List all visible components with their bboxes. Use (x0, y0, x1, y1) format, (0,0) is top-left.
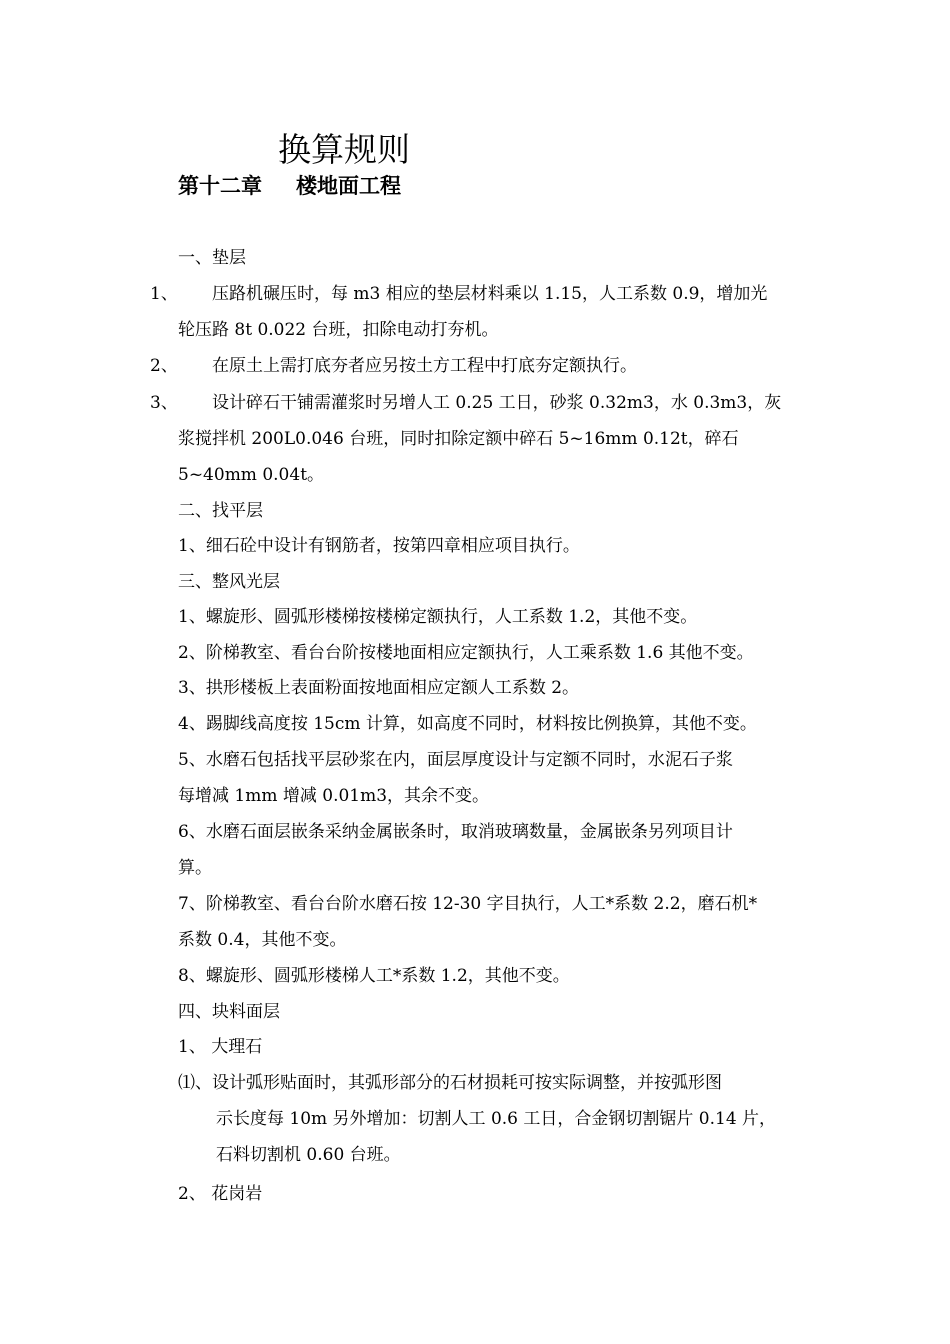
chapter-number: 第十二章 (178, 174, 262, 198)
list-item-text: 算。 (178, 858, 212, 878)
section-heading-leveling: 二、找平层 (178, 501, 263, 521)
subsection-heading-granite: 2、 花岗岩 (178, 1184, 263, 1204)
list-number: 1、 (150, 284, 178, 304)
chapter-name: 楼地面工程 (296, 174, 401, 198)
list-item-text: 每增减 1mm 增减 0.01m3，其余不变。 (178, 786, 490, 806)
section-heading-finish: 三、整风光层 (178, 572, 280, 592)
document-title: 换算规则 (278, 130, 410, 169)
list-item-text: 1、螺旋形、圆弧形楼梯按楼梯定额执行，人工系数 1.2，其他不变。 (178, 607, 698, 627)
list-item-text: 5、水磨石包括找平层砂浆在内，面层厚度设计与定额不同时，水泥石子浆 (178, 750, 733, 770)
list-item-text: 7、阶梯教室、看台台阶水磨石按 12-30 字目执行，人工*系数 2.2，磨石机* (178, 894, 758, 914)
subsection-heading-marble: 1、 大理石 (178, 1037, 263, 1057)
chapter-heading (178, 170, 401, 202)
list-item-text: 6、水磨石面层嵌条采纳金属嵌条时，取消玻璃数量，金属嵌条另列项目计 (178, 822, 733, 842)
list-item-text: ⑴、设计弧形贴面时，其弧形部分的石材损耗可按实际调整，并按弧形图 (178, 1073, 722, 1093)
list-item-text: 石料切割机 0.60 台班。 (216, 1145, 401, 1165)
list-item-text: 系数 0.4，其他不变。 (178, 930, 347, 950)
list-item-text: 浆搅拌机 200L0.046 台班，同时扣除定额中碎石 5~16mm 0.12t，碎石 (178, 429, 739, 449)
list-item-text: 5~40mm 0.04t。 (178, 465, 325, 485)
list-item-text: 示长度每 10m 另外增加：切割人工 0.6 工日，合金钢切割锯片 0.14 片， (216, 1109, 777, 1129)
list-item-text: 轮压路 8t 0.022 台班，扣除电动打夯机。 (178, 320, 499, 340)
list-item-text: 4、踢脚线高度按 15cm 计算，如高度不同时，材料按比例换算，其他不变。 (178, 714, 757, 734)
list-item-text: 3、拱形楼板上表面粉面按地面相应定额人工系数 2。 (178, 678, 580, 698)
list-item-text: 2、阶梯教室、看台台阶按楼地面相应定额执行，人工乘系数 1.6 其他不变。 (178, 643, 754, 663)
list-number: 2、 (150, 356, 178, 376)
list-item-text: 8、螺旋形、圆弧形楼梯人工*系数 1.2，其他不变。 (178, 966, 570, 986)
section-heading-cushion: 一、垫层 (178, 248, 246, 268)
list-number: 3、 (150, 393, 178, 413)
list-item-text: 设计碎石干铺需灌浆时另增人工 0.25 工日，砂浆 0.32m3，水 0.3m3，灰 (212, 393, 782, 413)
list-item-text: 1、细石砼中设计有钢筋者，按第四章相应项目执行。 (178, 536, 580, 556)
list-item-text: 压路机碾压时，每 m3 相应的垫层材料乘以 1.15，人工系数 0.9，增加光 (212, 284, 768, 304)
list-item-text: 在原土上需打底夯者应另按土方工程中打底夯定额执行。 (212, 356, 637, 376)
section-heading-tiles: 四、块料面层 (178, 1002, 280, 1022)
